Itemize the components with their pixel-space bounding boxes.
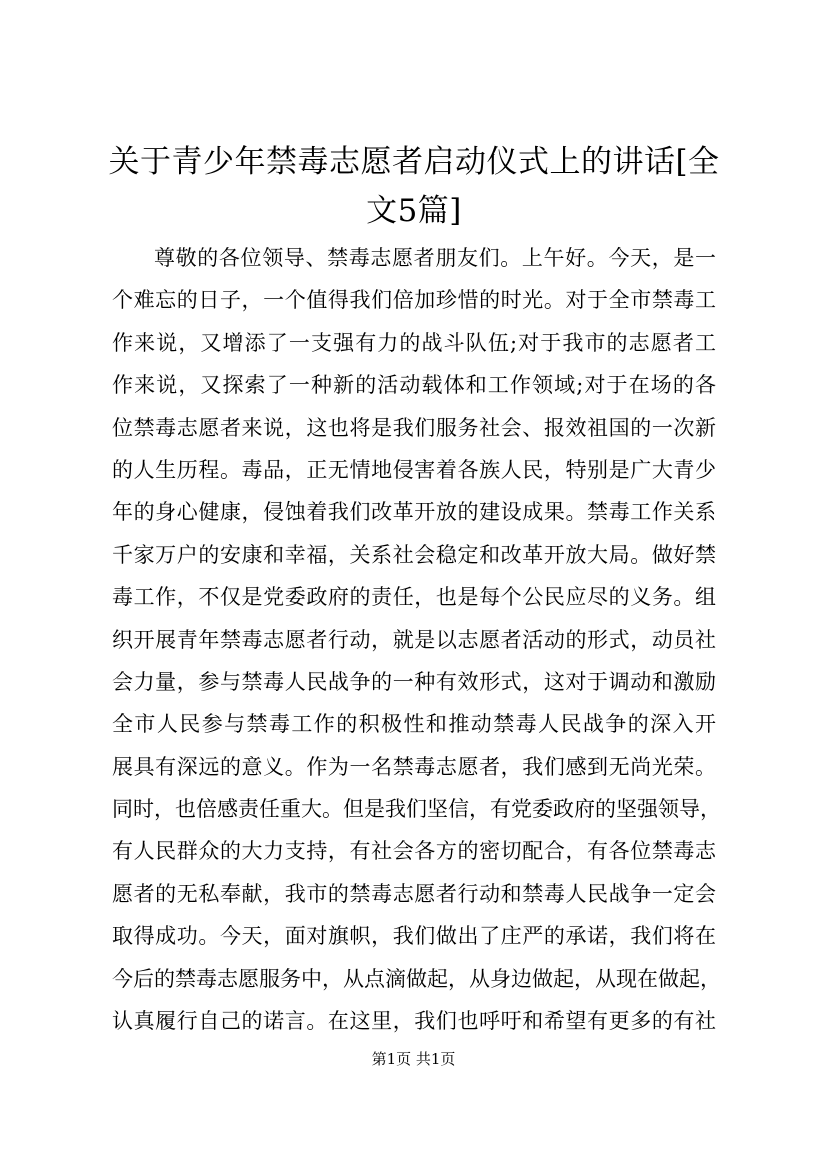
paragraph-line: 会力量，参与禁毒人民战争的一种有效形式，这对于调动和激励 [112,669,716,694]
paragraph-line: 愿者的无私奉献，我市的禁毒志愿者行动和禁毒人民战争一定会 [112,881,716,906]
paragraph-line: 取得成功。今天，面对旗帜，我们做出了庄严的承诺，我们将在 [112,924,716,949]
document-title: 关于青少年禁毒志愿者启动仪式上的讲话[全文5篇] [108,144,720,229]
paragraph-line: 作来说，又探索了一种新的活动载体和工作领域;对于在场的各 [112,373,716,398]
paragraph-line: 的人生历程。毒品，正无情地侵害着各族人民，特别是广大青少 [112,457,716,482]
paragraph-line: 尊敬的各位领导、禁毒志愿者朋友们。上午好。今天，是一 [154,246,716,270]
paragraph-line: 认真履行自己的诺言。在这里，我们也呼吁和希望有更多的有社 [112,1009,716,1034]
paragraph-line: 个难忘的日子，一个值得我们倍加珍惜的时光。对于全市禁毒工 [112,288,716,313]
paragraph-line: 全市人民参与禁毒工作的积极性和推动禁毒人民战争的深入开 [112,712,716,737]
page-number-footer: 第1页 共1页 [371,1050,456,1068]
paragraph-line: 作来说，又增添了一支强有力的战斗队伍;对于我市的志愿者工 [112,330,716,355]
paragraph-line: 年的身心健康，侵蚀着我们改革开放的建设成果。禁毒工作关系 [112,500,716,525]
paragraph-line: 千家万户的安康和幸福，关系社会稳定和改革开放大局。做好禁 [112,542,716,567]
paragraph-line: 同时，也倍感责任重大。但是我们坚信，有党委政府的坚强领导， [112,797,721,822]
paragraph-line: 位禁毒志愿者来说，这也将是我们服务社会、报效祖国的一次新 [112,415,716,440]
paragraph-line: 有人民群众的大力支持，有社会各方的密切配合，有各位禁毒志 [112,839,716,864]
speech-body [112,237,721,1042]
paragraph-line: 今后的禁毒志愿服务中，从点滴做起，从身边做起，从现在做起， [112,966,721,991]
paragraph-line: 织开展青年禁毒志愿者行动，就是以志愿者活动的形式，动员社 [112,627,716,652]
paragraph-line: 毒工作，不仅是党委政府的责任，也是每个公民应尽的义务。组 [112,585,716,610]
paragraph-line: 展具有深远的意义。作为一名禁毒志愿者，我们感到无尚光荣。 [112,754,716,779]
